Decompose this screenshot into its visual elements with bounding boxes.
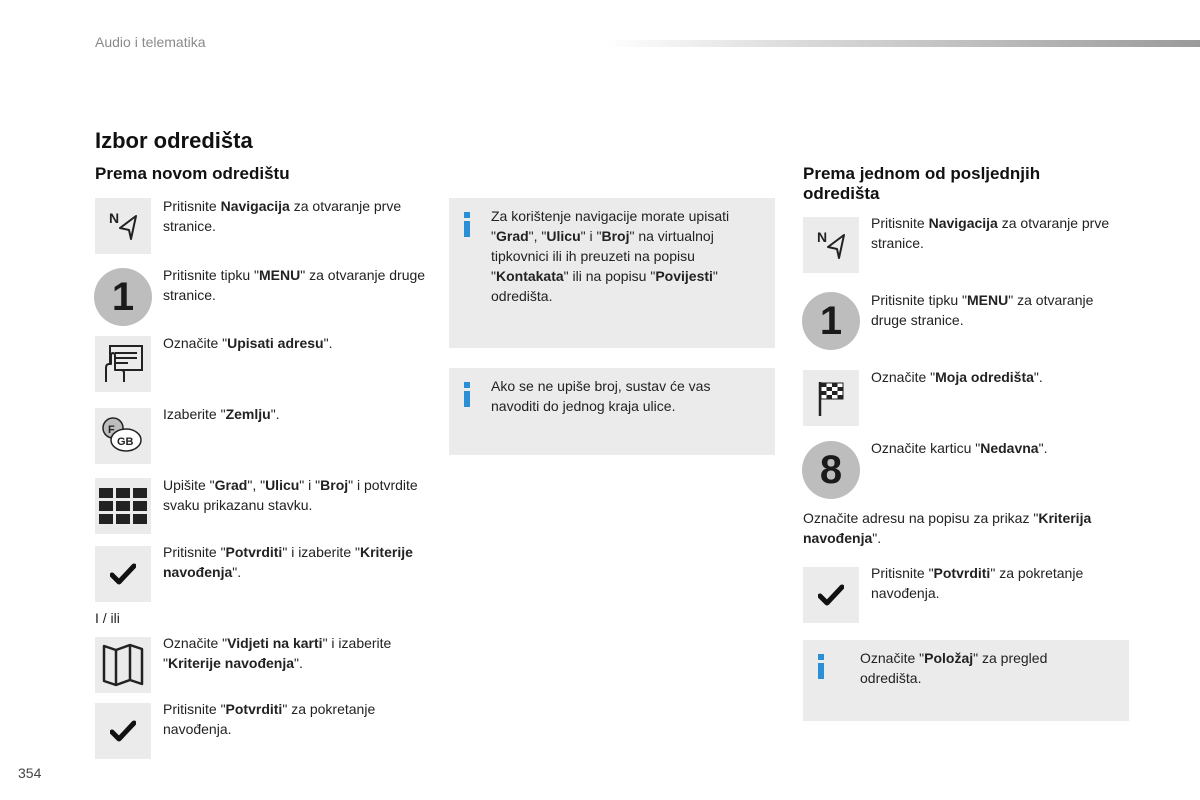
navigation-icon xyxy=(803,217,859,273)
confirm-check-icon xyxy=(803,567,859,623)
left-heading: Prema novom odredištu xyxy=(95,164,290,183)
left-step-5: Upišite "Grad", "Ulicu" i "Broj" i potvrdite svaku prikazanu stavku. xyxy=(163,477,418,513)
map-icon xyxy=(95,637,151,693)
right-step-6: Pritisnite "Potvrditi" za pokretanje navođenja. xyxy=(871,565,1084,601)
info-icon xyxy=(463,212,471,237)
page-number: 354 xyxy=(18,765,42,781)
left-step-8: Pritisnite "Potvrditi" za pokretanje navođenja. xyxy=(163,701,376,737)
svg-text:N: N xyxy=(817,229,828,245)
step-badge-1: 1 xyxy=(94,268,152,326)
svg-text:N: N xyxy=(109,210,120,226)
flag-label-top: F xyxy=(108,424,115,436)
right-step-3: Označite "Moja odredišta". xyxy=(871,369,1043,385)
info-box-house-number xyxy=(449,368,775,455)
left-step-7: Označite "Vidjeti na karti" i izaberite "Kriterije navođenja". xyxy=(163,635,392,671)
left-step-1: Pritisnite Navigacija za otvaranje prve stranice. xyxy=(163,198,402,234)
left-step-4: Izaberite "Zemlju". xyxy=(163,406,280,422)
info-text: Označite "Položaj" za pregled odredišta. xyxy=(860,650,1048,686)
info-icon xyxy=(817,654,825,679)
confirm-check-icon xyxy=(95,703,151,759)
confirm-check-icon xyxy=(95,546,151,602)
right-heading: Prema jednom od posljednjih odredišta xyxy=(803,164,1041,203)
info-box-position xyxy=(803,640,1129,721)
checkered-flag-icon xyxy=(803,370,859,426)
page-title: Izbor odredišta xyxy=(95,128,253,153)
info-text: Ako se ne upiše broj, sustav će vas navoditi do jednog kraja ulice. xyxy=(491,378,711,414)
right-step-4: Označite karticu "Nedavna". xyxy=(871,440,1048,456)
header-bar xyxy=(605,40,1200,47)
country-icon xyxy=(95,408,151,464)
flag-label-bottom: GB xyxy=(117,436,134,448)
navigation-icon xyxy=(95,198,151,254)
info-box-navigation xyxy=(449,198,775,348)
left-step-2: Pritisnite tipku "MENU" za otvaranje druge stranice. xyxy=(163,267,426,303)
keyboard-icon xyxy=(95,478,151,534)
info-text: Za korištenje navigacije morate upisati "Grad", "Ulicu" i "Broj" na virtualnoj tipkovnici ili ih preuzeti na popisu "Kontakata" ili na popisu "Povijesti" odredišta. xyxy=(491,208,730,304)
right-step-5: Označite adresu na popisu za prikaz "Kriterija navođenja". xyxy=(803,510,1092,546)
enter-address-icon xyxy=(95,336,151,392)
right-step-2: Pritisnite tipku "MENU" za otvaranje druge stranice. xyxy=(871,292,1094,328)
step-badge-1: 1 xyxy=(802,292,860,350)
left-step-6: Pritisnite "Potvrditi" i izaberite "Kriterije navođenja". xyxy=(163,544,413,580)
or-separator: I / ili xyxy=(95,610,120,626)
left-step-3: Označite "Upisati adresu". xyxy=(163,335,333,351)
section-label: Audio i telematika xyxy=(95,34,206,50)
step-badge-8: 8 xyxy=(802,441,860,499)
right-step-1: Pritisnite Navigacija za otvaranje prve stranice. xyxy=(871,215,1110,251)
info-icon xyxy=(463,382,471,407)
